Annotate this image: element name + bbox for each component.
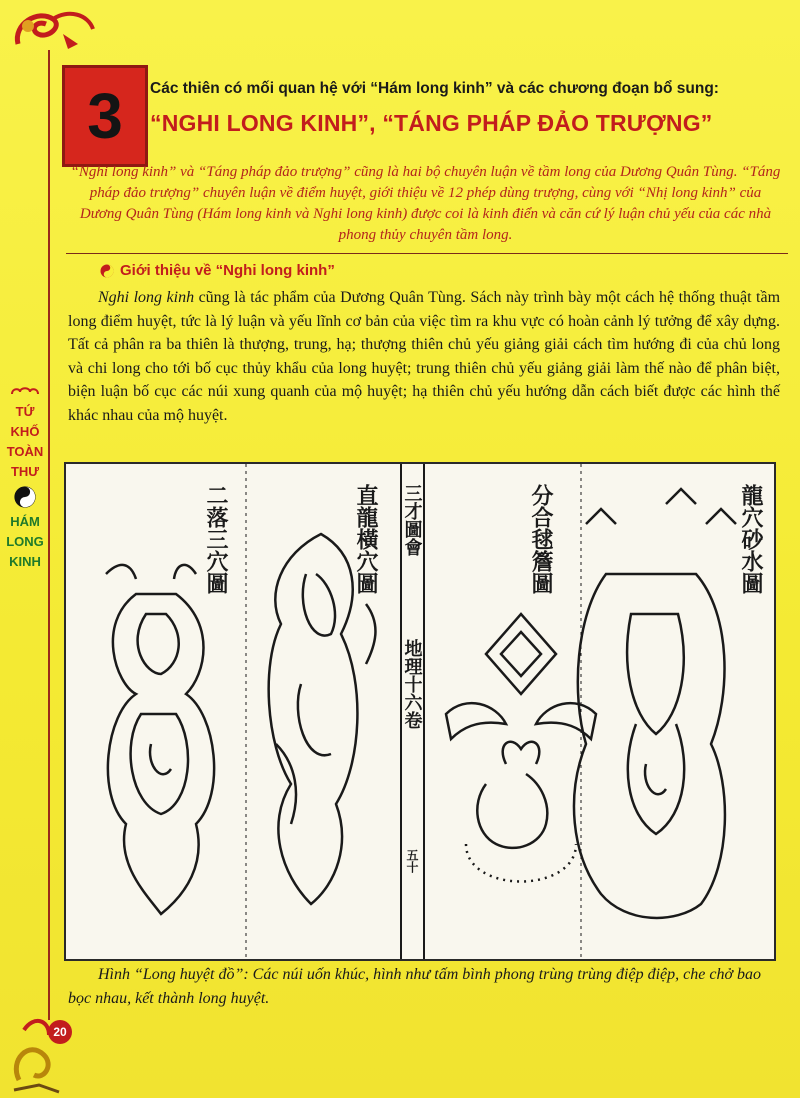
header-subtitle: Các thiên có mối quan hệ với “Hám long kinh” và các chương đoạn bổ sung:	[150, 80, 719, 97]
side-column	[0, 380, 50, 572]
sidebar-line-3: TOÀN	[6, 444, 44, 459]
sidebar-line-7: KINH	[9, 554, 41, 569]
long-huyet-figure	[64, 462, 776, 961]
body-lead: Nghi long kinh	[98, 289, 195, 306]
sidebar-line-1: TỨ	[15, 404, 35, 419]
sidebar-line-6: LONG	[6, 534, 44, 549]
sidebar-line-4: THƯ	[10, 464, 40, 479]
panel3-subtitle: 地理十六卷	[401, 639, 423, 729]
divider	[66, 253, 788, 254]
body-rest: cũng là tác phẩm của Dương Quân Tùng. Sách này trình bày một cách hệ thống thuật tầm long điểm huyệt, tức là lý luận và yếu lĩnh cơ bản của việc tìm ra khu vực có hoàn cảnh lý tưởng để xây dựng. Tất cả phân ra ba thiên là thượng, trung, hạ; thượng thiên chủ yếu giảng giải cách tìm hướng đi của chủ long và chi long cho tới bố cục thủy khẩu của long huyệt; trung thiên chủ yếu giảng giải làm thế nào để phân biệt, biện luận bố cục các núi xung quanh của mộ huyệt; hạ thiên chủ yếu hướng dẫn cách biết được các hình thế khác nhau của mộ huyệt.	[68, 289, 781, 424]
intro-paragraph: “Nghi long kinh” và “Táng pháp đảo trượng” cũng là hai bộ chuyên luận về tầm long của Dương Quân Tùng. “Táng pháp đảo trượng” chuyên luận về điểm huyệt, giới thiệu về 12 phép dùng trượng, cùng với “Nhị long kinh” của Dương Quân Tùng (Hám long kinh và Nghi long kinh) được coi là kinh điển và căn cứ lý luận chủ yếu của các nhà phong thủy chuyên tầm long.	[70, 164, 781, 243]
section-number: 3	[87, 80, 123, 152]
yin-yang-icon	[100, 264, 114, 278]
panel3-title: 三才圖會	[401, 484, 423, 556]
panel5-title: 龍穴砂水圖	[738, 484, 764, 594]
panel3-page: 五十	[405, 849, 419, 873]
cloud-ornament-icon	[10, 384, 40, 398]
body-paragraph	[68, 286, 780, 427]
yin-yang-icon	[14, 486, 36, 508]
sidebar-line-2: KHỐ	[10, 424, 40, 439]
panel4-title: 分合毬簷圖	[528, 484, 554, 594]
section-number-badge	[62, 65, 148, 167]
panel2-title: 直龍橫穴圖	[353, 484, 379, 594]
panel1-title: 二落三穴圖	[203, 484, 229, 594]
figure-caption: Hình “Long huyệt đồ”: Các núi uốn khúc, hình như tấm bình phong trùng trùng điệp điệp, che chở bao bọc nhau, kết thành long huyệt.	[68, 966, 761, 1007]
section-heading-text: Giới thiệu về “Nghi long kinh”	[120, 262, 335, 279]
section-heading	[100, 262, 335, 279]
header-title: “NGHI LONG KINH”, “TÁNG PHÁP ĐẢO TRƯỢNG”	[150, 110, 713, 136]
sidebar-line-5: HÁM	[10, 514, 40, 529]
page-number: 20	[48, 1020, 72, 1044]
dragon-ornament-icon	[8, 4, 98, 64]
